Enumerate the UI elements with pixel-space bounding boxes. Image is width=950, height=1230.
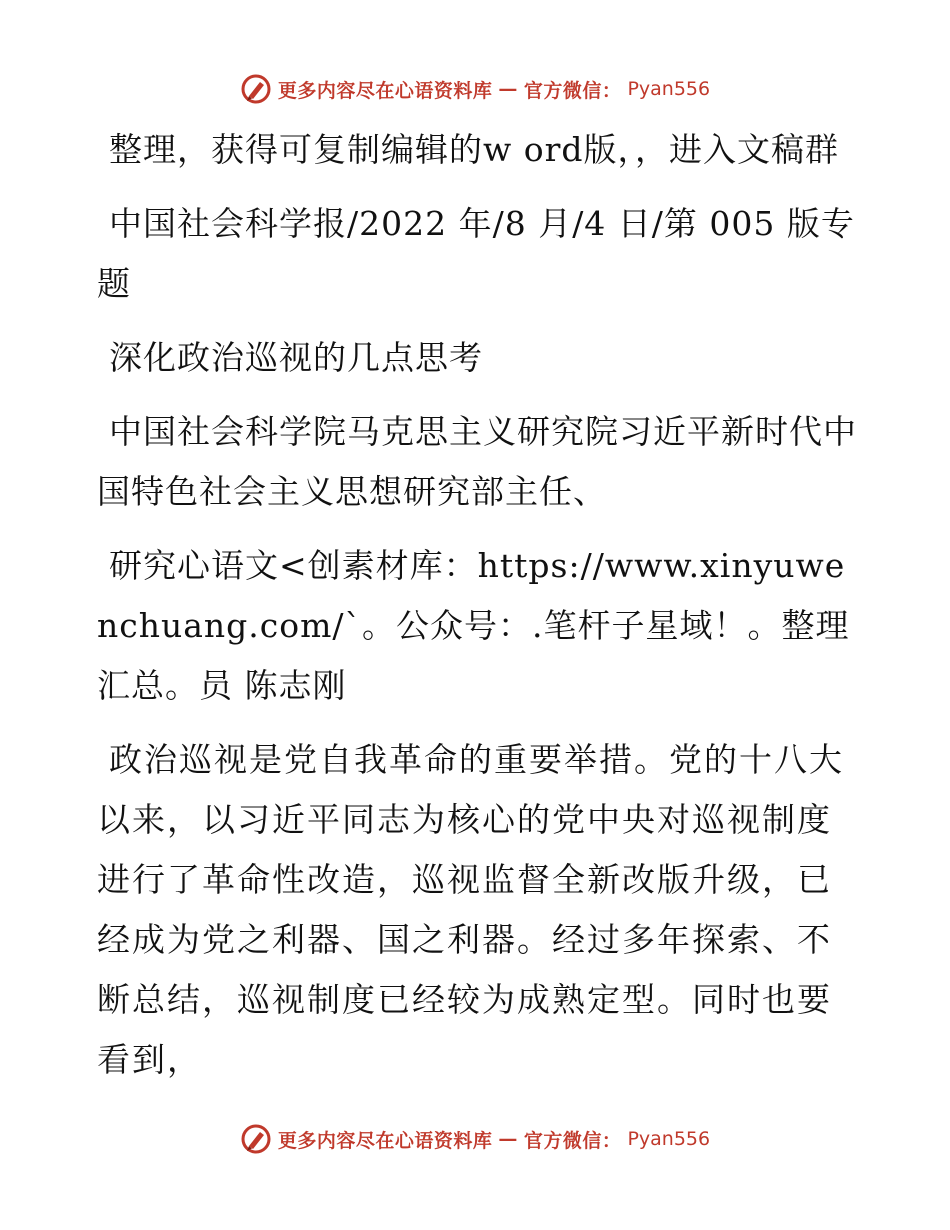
watermark-banner-bottom xyxy=(0,1119,950,1159)
pen-logo-icon xyxy=(240,73,272,105)
paragraph-intro-note: 整理，获得可复制编辑的w ord版，，进入文稿群 xyxy=(109,130,840,169)
watermark-wechat-label: 官方微信： xyxy=(523,79,622,102)
author-line: 研究心语文<创素材库：https://www.xinyuwenchuang.com/`。公众号：.笔杆子星域！。整理汇总。员 陈志刚 xyxy=(97,546,850,705)
watermark-brand-text: 更多内容尽在心语资料库 xyxy=(277,79,493,102)
watermark-wechat-id: Pyan556 xyxy=(627,1128,711,1150)
watermark-wechat-label: 官方微信： xyxy=(523,1129,622,1152)
body-paragraph: 政治巡视是党自我革命的重要举措。党的十八大以来，以习近平同志为核心的党中央对巡视制度进行了革命性改造，巡视监督全新改版升级，已经成为党之利器、国之利器。经过多年探索、不断总结，巡视制度已经较为成熟定型。同时也要看到， xyxy=(97,740,844,1079)
watermark-wechat-id: Pyan556 xyxy=(627,78,711,100)
document-body xyxy=(97,120,857,1104)
author-affiliation: 中国社会科学院马克思主义研究院习近平新时代中国特色社会主义思想研究部主任、 xyxy=(97,412,857,511)
watermark-banner-top xyxy=(0,69,950,109)
paragraph-source-line: 中国社会科学报/2022 年/8 月/4 日/第 005 版专题 xyxy=(97,204,855,303)
article-title: 深化政治巡视的几点思考 xyxy=(109,338,483,377)
watermark-dash: — xyxy=(498,78,518,100)
watermark-dash: — xyxy=(498,1128,518,1150)
pen-logo-icon xyxy=(240,1123,272,1155)
watermark-brand-text: 更多内容尽在心语资料库 xyxy=(277,1129,493,1152)
